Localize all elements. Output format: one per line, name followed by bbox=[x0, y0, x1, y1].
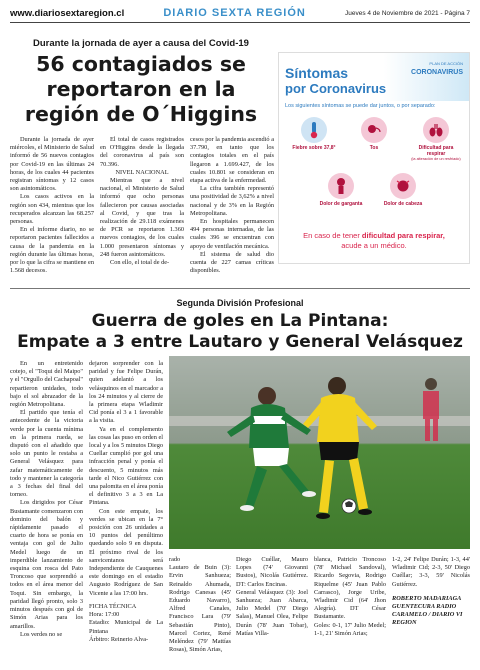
date-page: Jueves 4 de Noviembre de 2021 - Página 7 bbox=[344, 9, 470, 17]
paragraph: cesos por la pandemia ascendió a 37.790, en tanto que los contagios totales en el país llegaron a 1.699.427, de los cuales 10.801 se consideran en etapa activa de la enfermedad. bbox=[190, 136, 274, 185]
infographic-subtitle: Los siguientes síntomas se puede dar juntos, o por separado: bbox=[285, 103, 436, 109]
symptom-label: Dolor de cabeza bbox=[383, 201, 423, 207]
symptom-headache bbox=[377, 173, 429, 207]
article1-kicker: Durante la jornada de ayer a causa del Covid-19 bbox=[33, 38, 249, 49]
article2-col1 bbox=[10, 360, 83, 639]
symptom-breathing bbox=[409, 117, 463, 162]
paragraph: 1-2, 24' Felipe Durán; 1-3, 44' Wladimir Cid; 2-3, 50' Diego Cuéllar; 3-3, 59' Nicolás Gutiérrez. bbox=[392, 556, 470, 588]
paragraph: Los verdes no se bbox=[20, 630, 63, 638]
paragraph: Los dirigidos por César Bustamante comenzaron con dominio del balón y rápidamente pasado el cuarto de hora se ponía en ventaja con gol de Julio Medel luego de un imperdible lanzamiento de esquina con rosca del Pato Troncoso que sorprendió a todos en el área menor del Toqui. Sin embargo, la paridad llegó pronto, solo 3 minutos después con gol de Simón Arias para los amarillos. bbox=[10, 499, 83, 630]
symptom-label: Tos bbox=[369, 145, 379, 151]
site-url[interactable]: www.diariosextaregion.cl bbox=[10, 7, 125, 19]
subheading: NIVEL NACIONAL bbox=[115, 168, 169, 176]
gov-label: PLAN DE ACCIÓN bbox=[429, 61, 463, 66]
symptom-label: Dolor de garganta bbox=[319, 201, 363, 207]
article2-headline bbox=[10, 311, 470, 353]
symptom-throat bbox=[315, 173, 367, 207]
paragraph: El total de casos registrados en O'Higgins desde la llegada del coronavirus al país son 70.396. bbox=[100, 136, 184, 168]
infographic-call-to-action bbox=[285, 231, 463, 251]
article1-col3 bbox=[190, 136, 274, 275]
coronavirus-logo: CORONAVIRUS bbox=[411, 69, 463, 76]
call-bold: dificultad para respirar, bbox=[361, 231, 445, 240]
paragraph: Durante la jornada de ayer miércoles, el Ministerio de Salud informó de 56 nuevos contagios por Covid-19 en las últimas 24 horas, de los cuales 44 pacientes registran síntomas y 12 casos son asintomáticos. bbox=[10, 136, 94, 193]
headline-line1: Guerra de goles en La Pintana: bbox=[91, 311, 389, 331]
paragraph: Con este empate, los verdes se ubican en la 7° posición con 26 unidades a 10 puntos del penúltimo quedando solo 9 en disputa. El próximo rival de los sanvicentanos será Independiente de Cauquenes este domingo en el estadio Augusto Rodríguez de San Vicente a las 17:00 hrs. bbox=[89, 507, 163, 597]
paragraph: La cifra también representó una positividad de 3,62% a nivel nacional y de 3% en la Región Metropolitana. bbox=[190, 185, 274, 217]
paragraph: Ya en el complemento las cosas las puso en orden el local y a los 5 minutos Diego Cuellar cumplió por gol una infracción penal y ponía el descuento, 5 minutos más tarde el Nico Gutiérrez con una palomita en el área ponía el definitivo 3 a 3 en La Pintana. bbox=[89, 425, 163, 507]
ficha-label: FICHA TÉCNICA bbox=[89, 602, 137, 610]
paragraph: El sistema de salud dio cuenta de 227 camas críticas disponibles. bbox=[190, 250, 274, 275]
match-photo bbox=[169, 356, 470, 549]
ficha-estadio: Estadio: Municipal de La Pintana bbox=[89, 619, 163, 635]
symptom-fever bbox=[291, 117, 337, 151]
paragraph: Mientras que a nivel nacional, el Ministerio de Salud informó que ocho personas fallecieron por causas asociadas al Covid, y que tras la realización de 29.118 exámenes de PCR se reportaron 1.360 nuevos contagios, de los cuales 1.000 presentaron síntomas y 248 fueron asintomáticos. bbox=[100, 177, 184, 258]
paragraph: rado bbox=[169, 556, 181, 563]
thermometer-icon bbox=[301, 117, 327, 143]
symptom-cough bbox=[351, 117, 397, 151]
cough-icon bbox=[361, 117, 387, 143]
article1-headline: 56 contagiados se reportaron en la región de O´Higgins bbox=[24, 52, 258, 126]
paragraph: Lautaro de Buin (3): Ervin Sanhueza; Reinaldo Ahumada, Rodrigo Canesas (45' Eduardo Navarro), Alfred Canales, Francisco Lara (79' Sebastián Pinto), Marcel Cortez, René Meléndez (79' Mattías Rosas), Simón Arias, bbox=[169, 564, 231, 654]
paragraph: Con ello, el total de de- bbox=[110, 259, 170, 267]
infographic-title-line2: por Coronavirus bbox=[285, 81, 387, 96]
article2-col3 bbox=[236, 556, 308, 638]
paragraph: Diego Cuéllar, Mauro Lopes (74' Giovanni Bustos), Nicolás Gutiérrez. DT: Carlos Encinas. bbox=[236, 556, 308, 588]
paragraph: El partido que tenía el antecedente de la victoria verde por la cuenta mínima en la primera rueda, se disputó con el añadido que solo un punto le restaba a General Velásquez para zafar matemáticamente de todo y mantener la categoría a 3 fechas del final del torneo. bbox=[10, 409, 83, 499]
paragraph: En un entretenido cotejo, el "Toqui del Maipo" y el "Orgullo del Cachapoal" repartieron unidades, todo bajo el sol abrazador de la región Metropolitana. bbox=[10, 360, 83, 409]
article2-col4 bbox=[314, 556, 386, 638]
article2-col2b bbox=[169, 556, 231, 654]
article1-col2 bbox=[100, 136, 184, 267]
ficha-arbitro: Árbitro: Reinerio Alva- bbox=[89, 635, 149, 643]
lungs-icon bbox=[423, 117, 449, 143]
headache-icon bbox=[390, 173, 416, 199]
symptom-label: Fiebre sobre 37,8° bbox=[292, 145, 336, 151]
newspaper-title: DIARIO SEXTA REGIÓN bbox=[163, 7, 306, 19]
article2-col5 bbox=[392, 556, 470, 628]
paragraph: General Velásquez (3): Joel Sanhueza; Juan Abarca, Julio Medel (70' Diego Salas), Manuel Olea, Felipe Durán (78' Juan Tobar), Matías Villa- bbox=[236, 588, 308, 637]
paragraph: En hospitales permanecen 494 personas internadas, de las cuales 396 se encuentran con apoyo de ventilación mecánica. bbox=[190, 218, 274, 250]
article2-kicker: Segunda División Profesional bbox=[176, 298, 304, 308]
article2-col2 bbox=[89, 360, 163, 644]
symptom-label: Dificultad para respirar bbox=[418, 145, 454, 157]
section-divider bbox=[10, 288, 470, 289]
infographic-title-line1: Síntomas bbox=[285, 65, 349, 81]
paragraph: blanca, Patricio Troncoso (78' Michael Sandoval), Ricardo Segovia, Rodrigo Riquelme (45' Juan Pablo Carrasco), Jorge Uribe, Wladimir Cid (64' Jhon Alegría). DT César Bustamante. bbox=[314, 556, 386, 621]
call-suffix: acude a un médico. bbox=[341, 241, 407, 250]
masthead bbox=[10, 6, 470, 20]
paragraph: Goles: 0-1, 17' Julio Medel; 1-1, 21' Simón Arias; bbox=[314, 621, 386, 637]
headline-line2: Empate a 3 entre Lautaro y General Velásquez bbox=[17, 332, 463, 352]
author-signature: ROBERTO MADARIAGA GUENTECURA RADIO CARAMELO / DIARIO VI REGION bbox=[392, 594, 463, 627]
paragraph: dejaron sorprender con la paridad y fue Felipe Durán, quien adelantó a los velásquinos en el marcador a los 24 minutos y al cierre de la primera etapa Wladimir Cid ponía el 3 a 1 favorable a la visita. bbox=[89, 360, 163, 425]
article1-col1 bbox=[10, 136, 94, 275]
ficha-hora: Hora: 17:00 bbox=[89, 611, 120, 619]
throat-icon bbox=[328, 173, 354, 199]
symptom-note: (la alteración de un resfriado) bbox=[411, 157, 461, 161]
call-prefix: En caso de tener bbox=[303, 231, 362, 240]
masthead-rule bbox=[10, 22, 470, 23]
covid-symptoms-infographic bbox=[278, 52, 470, 264]
paragraph: Los casos activos en la región son 434, mientras que los recuperados alcanzan las 68.257 personas. bbox=[10, 193, 94, 226]
paragraph: En el informe diario, no se reportaron pacientes fallecidos a causa de la pandemia en la región durante las últimas horas, por lo que la cifra se mantiene en 1.568 decesos. bbox=[10, 226, 94, 275]
